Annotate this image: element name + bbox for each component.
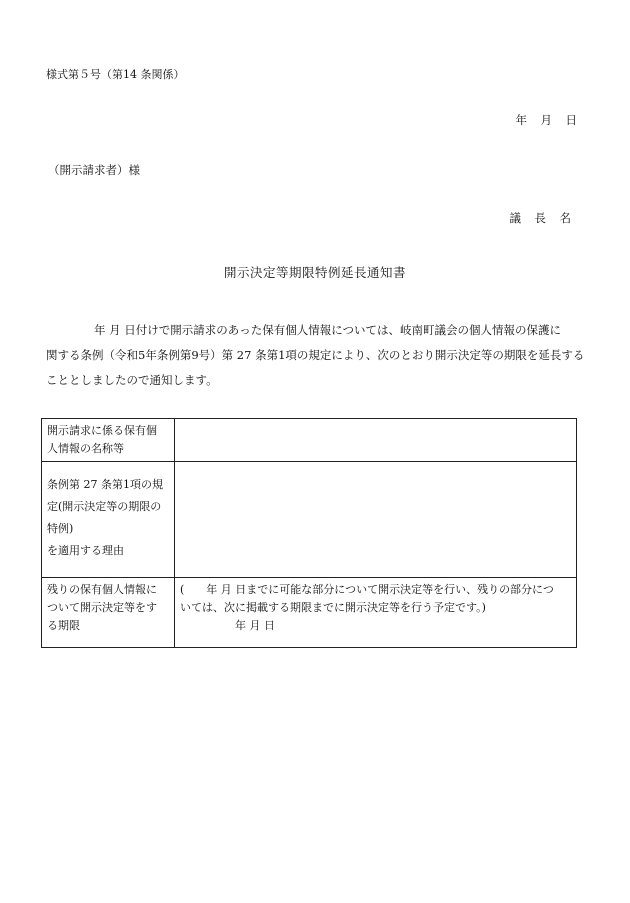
- document-title: 開示決定等期限特例延長通知書: [223, 265, 406, 280]
- info-table: [41, 418, 577, 648]
- label-line: 条例第 27 条第1項の規: [47, 478, 163, 491]
- label-line: 特例): [47, 522, 74, 535]
- label-line: 人情報の名称等: [47, 442, 124, 455]
- value-line: ( 年 月 日までに可能な部分について開示決定等を行い、残りの部分につ: [180, 583, 554, 596]
- label-line: を適用する理由: [47, 544, 124, 557]
- row-label-deadline: [42, 578, 175, 648]
- form-number: 様式第５号（第14 条関係）: [46, 68, 185, 81]
- label-line: ついて開示決定等をす: [47, 601, 157, 614]
- table-row: [42, 578, 577, 648]
- label-line: 開示請求に係る保有個: [47, 424, 157, 437]
- body-line: 年 月 日付けで開示請求のあった保有個人情報については、岐南町議会の個人情報の保護に: [94, 323, 561, 337]
- row-value-reason: [175, 462, 577, 578]
- deadline-date: 年 月 日: [235, 619, 275, 632]
- label-line: 残りの保有個人情報に: [47, 583, 157, 596]
- row-value-requested-info: [175, 419, 577, 462]
- row-label-reason: [42, 462, 175, 578]
- table-row: [42, 462, 577, 578]
- table-row: [42, 419, 577, 462]
- addressee: （開示請求者）様: [48, 163, 140, 177]
- label-line: る期限: [47, 619, 80, 632]
- body-line: こととしましたので通知します。: [46, 373, 218, 387]
- body-line: 関する条例（令和5年条例第9号）第 27 条第1項の規定により、次のとおり開示決定等の期限を延長する: [46, 348, 585, 362]
- body-paragraph: [46, 318, 586, 393]
- row-label-requested-info: [42, 419, 175, 462]
- value-line: いては、次に掲載する期限までに開示決定等を行う予定です。): [180, 601, 486, 614]
- sender-name: 議 長 名: [509, 211, 572, 225]
- row-value-deadline: [175, 578, 577, 648]
- date-line: 年 月 日: [515, 113, 578, 127]
- label-line: 定(開示決定等の期限の: [47, 500, 162, 513]
